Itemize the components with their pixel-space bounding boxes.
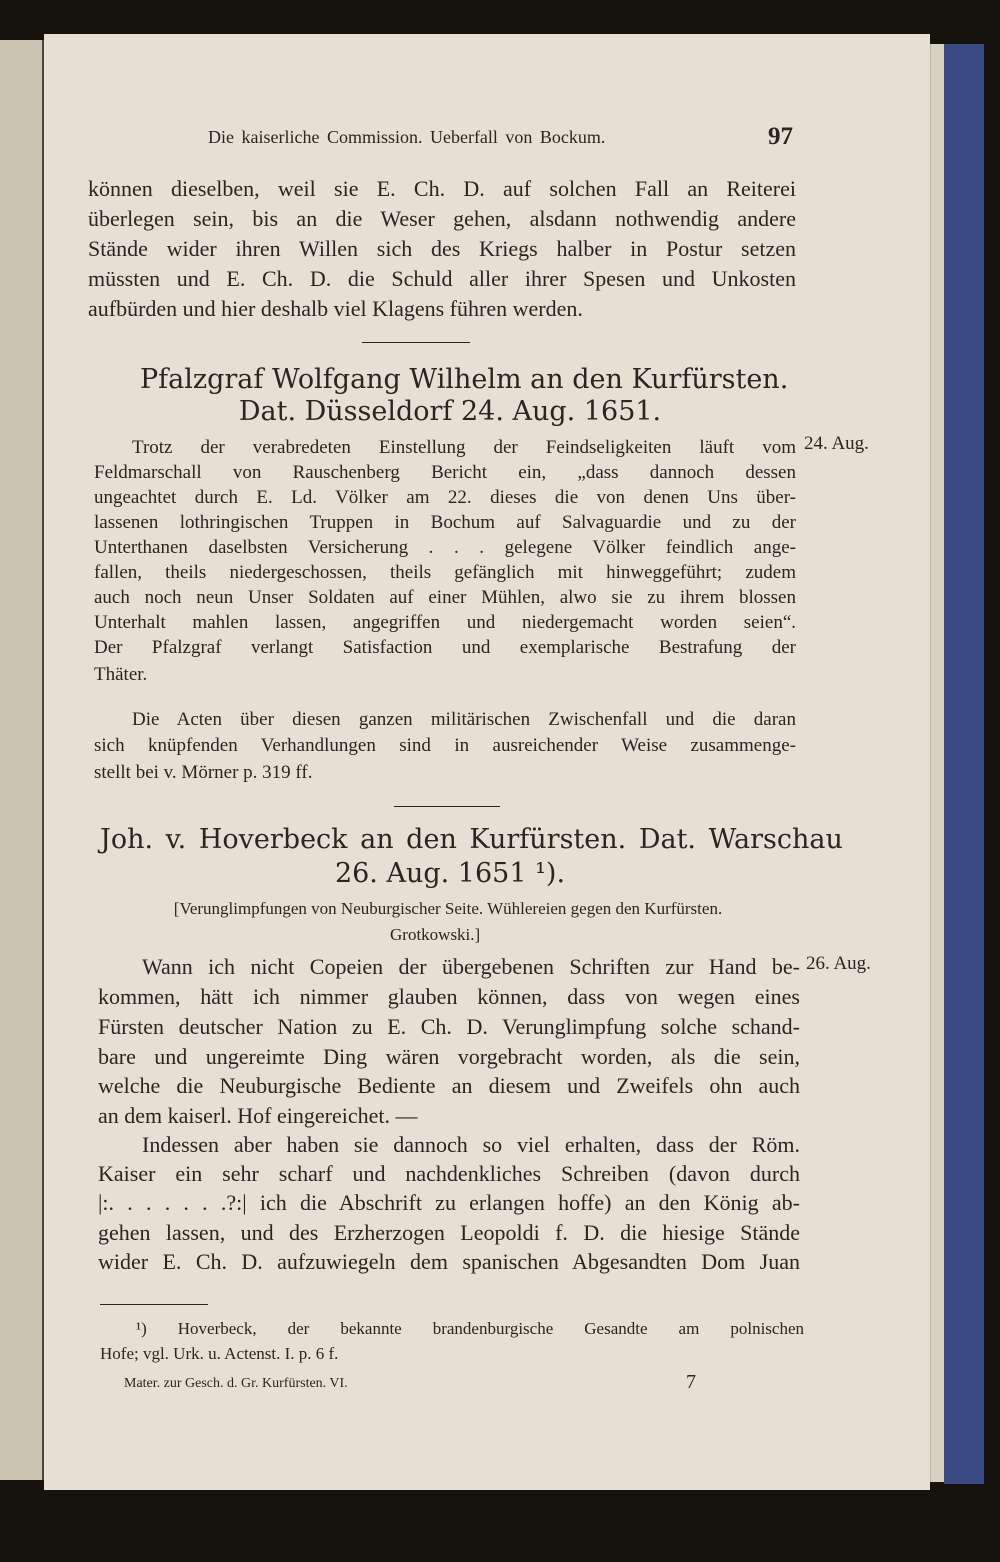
section1-body-line: Trotz der verabredeten Einstellung der Feindseligkeiten läuft vom: [132, 437, 796, 458]
section1-body-line: auch noch neun Unser Soldaten auf einer Mühlen, alwo sie zu ihrem blossen: [94, 587, 796, 608]
section2-body-line: welche die Neuburgische Bediente an diesem und Zweifels ohn auch: [98, 1073, 800, 1098]
section-divider: [394, 806, 500, 807]
section1-note-line: sich knüpfenden Verhandlungen sind in ausreichender Weise zusammenge-: [94, 735, 796, 756]
book-cover-edge: [944, 44, 984, 1484]
section1-body-line: Unterhalt mahlen lassen, angegriffen und niedergemacht worden seien“.: [94, 612, 796, 633]
section2-body-line: bare und ungereimte Ding wären vorgebracht worden, als die sein,: [98, 1044, 800, 1069]
section1-body-line: Feldmarschall von Rauschenberg Bericht ein, „dass dannoch dessen: [94, 462, 796, 483]
section1-body-line: Thäter.: [94, 664, 148, 685]
section1-title: Pfalzgraf Wolfgang Wilhelm an den Kurfürsten.: [140, 364, 789, 395]
section2-body-line: Indessen aber haben sie dannoch so viel erhalten, dass der Röm.: [142, 1132, 800, 1157]
page-number: 97: [768, 123, 793, 150]
section2-body-line: kommen, hätt ich nimmer glauben können, dass von wegen eines: [98, 984, 800, 1009]
margin-date: 24. Aug.: [804, 433, 869, 454]
margin-date: 26. Aug.: [806, 953, 871, 974]
section1-note-line: Die Acten über diesen ganzen militärischen Zwischenfall und die daran: [132, 709, 796, 730]
intro-line: müssten und E. Ch. D. die Schuld aller ihrer Spesen und Unkosten: [88, 266, 796, 291]
section2-title: Joh. v. Hoverbeck an den Kurfürsten. Dat. Warschau: [100, 824, 843, 855]
section2-body-line: Kaiser ein sehr scharf und nachdenkliches Schreiben (davon durch: [98, 1161, 800, 1186]
section2-summary: [Verunglimpfungen von Neuburgischer Seite. Wühlereien gegen den Kurfürsten.: [173, 899, 723, 918]
section1-note-line: stellt bei v. Mörner p. 319 ff.: [94, 762, 313, 783]
section2-body-line: gehen lassen, und des Erzherzogen Leopoldi f. D. die hiesige Stände: [98, 1220, 800, 1245]
page-fore-edge: [930, 44, 945, 1482]
section-divider: [362, 342, 470, 343]
section1-body-line: ungeachtet durch E. Ld. Völker am 22. dieses die von denen Uns über-: [94, 487, 796, 508]
intro-line: Stände wider ihren Willen sich des Kriegs halber in Postur setzen: [88, 236, 796, 261]
section2-body-line: an dem kaiserl. Hof eingereichet. —: [98, 1103, 418, 1128]
intro-line: aufbürden und hier deshalb viel Klagens führen werden.: [88, 296, 583, 321]
section2-summary: Grotkowski.]: [390, 925, 481, 944]
footnote-line: Hofe; vgl. Urk. u. Actenst. I. p. 6 f.: [100, 1344, 339, 1363]
section1-body-line: Unterthanen daselbsten Versicherung . . . gelegene Völker feindlich ange-: [94, 537, 796, 558]
running-title: Die kaiserliche Commission. Ueberfall von Bockum.: [208, 127, 606, 147]
section2-title: 26. Aug. 1651 ¹).: [334, 858, 566, 889]
previous-page-edge: [0, 40, 44, 1480]
footnote-line: ¹) Hoverbeck, der bekannte brandenburgische Gesandte am polnischen: [136, 1319, 804, 1338]
section2-body-line: Wann ich nicht Copeien der übergebenen Schriften zur Hand be-: [142, 954, 800, 979]
intro-line: überlegen sein, bis an die Weser gehen, alsdann nothwendig andere: [88, 206, 796, 231]
section2-body-line: Fürsten deutscher Nation zu E. Ch. D. Verunglimpfung solche schand-: [98, 1014, 800, 1039]
section1-title: Dat. Düsseldorf 24. Aug. 1651.: [238, 396, 662, 427]
intro-line: können dieselben, weil sie E. Ch. D. auf solchen Fall an Reiterei: [88, 176, 796, 201]
section1-body-line: Der Pfalzgraf verlangt Satisfaction und exemplarische Bestrafung der: [94, 637, 796, 658]
section1-body-line: fallen, theils niedergeschossen, theils gefänglich mit hinweggeführt; zudem: [94, 562, 796, 583]
sheet-number: 7: [686, 1371, 696, 1393]
sheet-signature: Mater. zur Gesch. d. Gr. Kurfürsten. VI.: [124, 1376, 348, 1391]
section2-body-line: |:. . . . . . .?:| ich die Abschrift zu erlangen hoffe) an den König ab-: [98, 1190, 800, 1215]
section1-body-line: lassenen lothringischen Truppen in Bochum auf Salvaguardie und zu der: [94, 512, 796, 533]
footnote-rule: [100, 1304, 208, 1305]
section2-body-line: wider E. Ch. D. aufzuwiegeln dem spanischen Abgesandten Dom Juan: [98, 1249, 800, 1274]
